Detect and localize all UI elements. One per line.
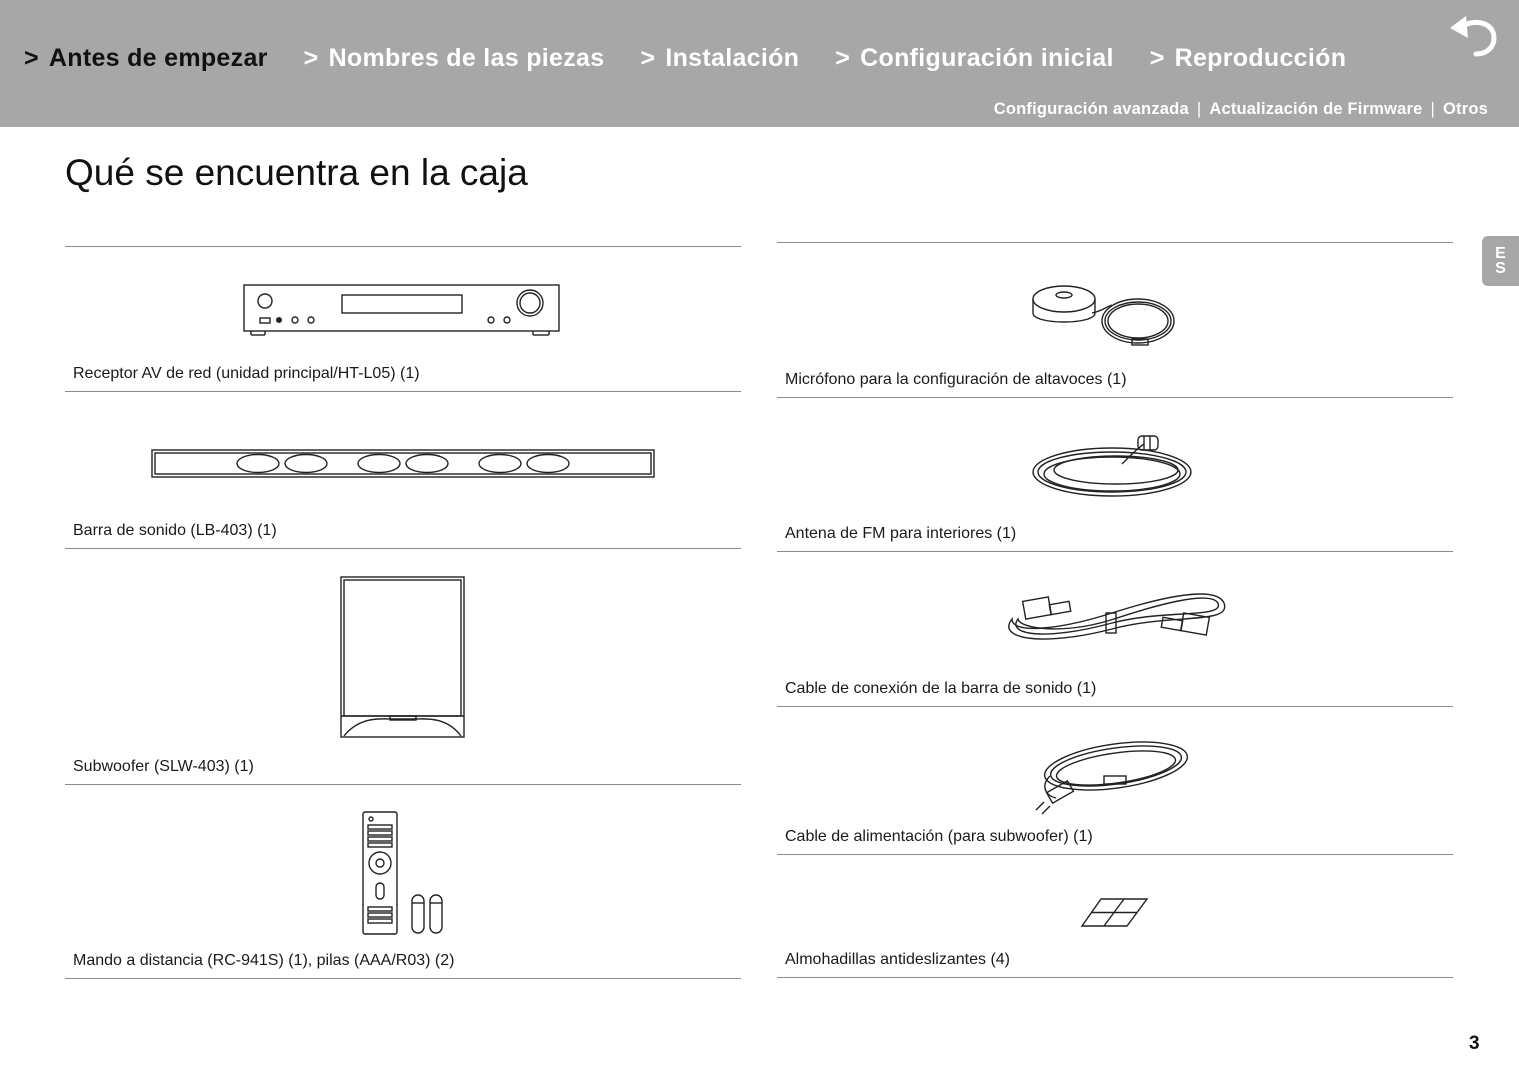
header-bar [0, 0, 1519, 127]
subnav-otros[interactable]: Otros [1442, 100, 1488, 118]
language-tab [1482, 236, 1519, 286]
item-caption: Mando a distancia (RC-941S) (1), pilas (AAA/R03) (2) [73, 952, 455, 969]
nav-instalacion[interactable]: > Instalación [640, 44, 800, 72]
subwoofer-illustration [340, 576, 466, 740]
subnav-actualizacion-firmware[interactable]: Actualización de Firmware [1209, 100, 1423, 118]
item-caption: Antena de FM para interiores (1) [785, 525, 1017, 542]
subnav-configuracion-avanzada[interactable]: Configuración avanzada [993, 100, 1189, 118]
item-caption: Cable de conexión de la barra de sonido (1) [785, 680, 1097, 697]
subnav-separator: | [1196, 100, 1202, 118]
page-title: Qué se encuentra en la caja [65, 152, 528, 193]
item-microphone [777, 242, 1453, 398]
item-caption: Receptor AV de red (unidad principal/HT-L05) (1) [73, 365, 420, 382]
lang-letter: E [1495, 245, 1506, 262]
item-subwoofer [65, 548, 741, 785]
av-receiver-illustration [243, 283, 561, 339]
nav-reproduccion[interactable]: > Reproducción [1149, 44, 1347, 72]
item-fm-antenna [777, 396, 1453, 552]
item-caption: Micrófono para la configuración de altavoces (1) [785, 371, 1127, 388]
lang-letter: S [1495, 260, 1506, 277]
remote-and-batteries-illustration [362, 811, 446, 937]
nav-configuracion-inicial[interactable]: > Configuración inicial [835, 44, 1114, 72]
anti-slip-pads-illustration [1081, 898, 1149, 928]
microphone-illustration [1032, 283, 1177, 349]
item-power-cord [777, 706, 1453, 855]
item-remote [65, 784, 741, 979]
page-number: 3 [1469, 1033, 1480, 1054]
item-receiver [65, 246, 741, 392]
item-caption: Almohadillas antideslizantes (4) [785, 951, 1010, 968]
item-caption: Barra de sonido (LB-403) (1) [73, 522, 277, 539]
main-nav [24, 44, 1382, 73]
item-soundbar [65, 390, 741, 549]
fm-antenna-illustration [1032, 434, 1198, 500]
item-pads [777, 854, 1453, 978]
item-caption: Subwoofer (SLW-403) (1) [73, 758, 254, 775]
nav-nombres-de-las-piezas[interactable]: > Nombres de las piezas [303, 44, 605, 72]
item-caption: Cable de alimentación (para subwoofer) (1) [785, 828, 1093, 845]
soundbar-illustration [151, 448, 655, 480]
power-cord-illustration [1020, 736, 1192, 814]
sub-nav [994, 100, 1488, 119]
back-arrow-icon[interactable] [1448, 14, 1500, 58]
soundbar-cable-illustration [1002, 589, 1228, 651]
item-soundbar-cable [777, 551, 1453, 707]
subnav-separator: | [1430, 100, 1435, 118]
nav-antes-de-empezar[interactable]: > Antes de empezar [24, 44, 268, 72]
